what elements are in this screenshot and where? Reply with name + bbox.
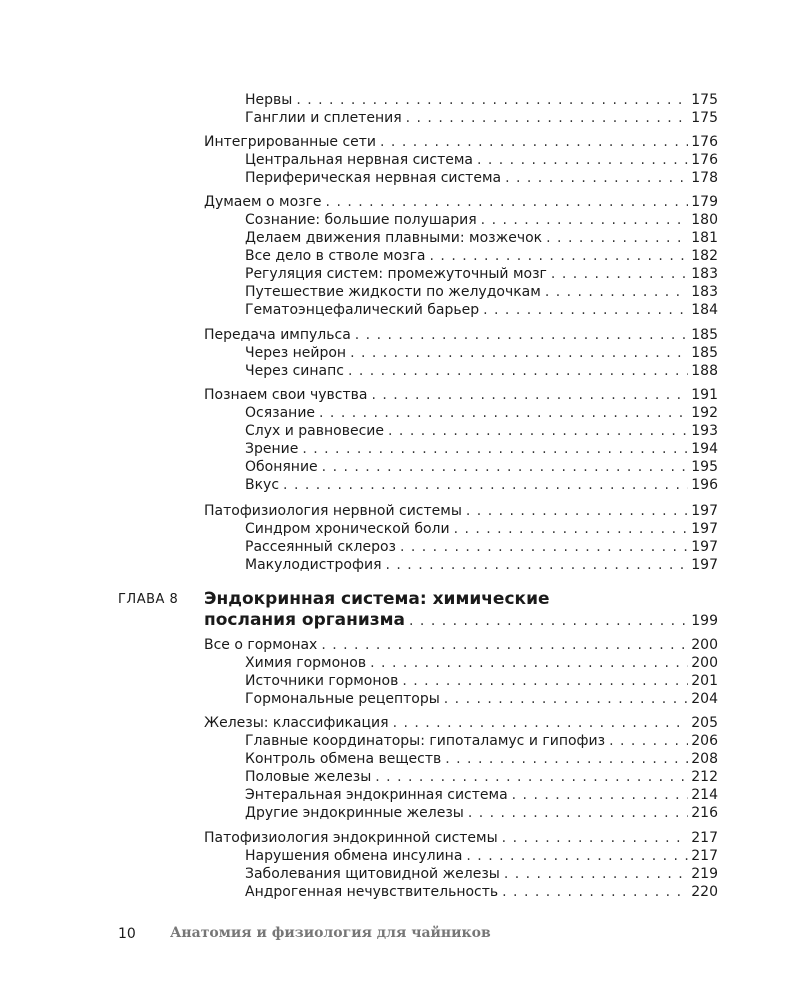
toc-subsection-entry [245,768,718,786]
entry-title: Нарушения обмена инсулина [245,848,463,864]
toc-subsection-entry [245,786,718,804]
entry-title: Передача импульса [204,327,351,343]
toc-subsection-entry [245,247,718,265]
leader-dots [551,265,688,283]
leader-dots [350,344,688,362]
entry-title: Через синапс [245,363,344,379]
leader-dots [380,133,688,151]
entry-page: 197 [691,521,718,537]
leader-dots [505,169,688,187]
leader-dots [400,538,688,556]
entry-title: Вкус [245,477,280,493]
entry-page: 200 [691,655,718,671]
entry-title: Думаем о мозге [204,194,322,210]
entry-page: 175 [691,92,718,108]
entry-title: Контроль обмена веществ [245,751,442,767]
entry-page: 185 [691,345,718,361]
entry-title: Интегрированные сети [204,134,377,150]
entry-page: 188 [691,363,718,379]
entry-title: Патофизиология нервной системы [204,503,462,519]
entry-page: 175 [691,110,718,126]
entry-page: 200 [691,637,718,653]
leader-dots [409,613,688,629]
toc-subsection-entry [245,804,718,822]
toc-subsection-entry [245,847,718,865]
leader-dots [348,362,688,380]
toc-subsection-entry [245,440,718,458]
toc-subsection-entry [245,362,718,380]
leader-dots [393,714,689,732]
entry-page: 179 [691,194,718,210]
footer-book-title: Анатомия и физиология для чайников [170,925,491,941]
toc-section-entry [204,636,718,654]
entry-title: Рассеянный склероз [245,539,396,555]
leader-dots [322,458,689,476]
toc-subsection-entry [245,211,718,229]
leader-dots [477,151,688,169]
toc-subsection-entry [245,109,718,127]
entry-title: Химия гормонов [245,655,367,671]
entry-title: Нервы [245,92,293,108]
chapter-title-line2: послания организма [204,610,406,630]
entry-page: 220 [691,884,718,900]
entry-page: 176 [691,152,718,168]
chapter-page: 199 [691,613,718,629]
entry-title: Железы: классификация [204,715,389,731]
chapter-label: ГЛАВА 8 [118,592,179,607]
toc-section-entry [204,714,718,732]
leader-dots [454,520,689,538]
entry-page: 194 [691,441,718,457]
toc-section-entry [204,502,718,520]
toc-subsection-entry [245,344,718,362]
leader-dots [481,211,689,229]
toc-subsection-entry [245,151,718,169]
leader-dots [326,193,689,211]
entry-title: Регуляция систем: промежуточный мозг [245,266,547,282]
entry-page: 204 [691,691,718,707]
entry-title: Осязание [245,405,316,421]
toc-subsection-entry [245,654,718,672]
entry-page: 183 [691,266,718,282]
leader-dots [302,440,688,458]
entry-title: Главные координаторы: гипоталамус и гипофиз [245,733,606,749]
toc-subsection-entry [245,690,718,708]
entry-title: Обоняние [245,459,318,475]
toc-subsection-entry [245,672,718,690]
leader-dots [502,883,688,901]
entry-page: 183 [691,284,718,300]
entry-page: 185 [691,327,718,343]
toc-subsection-entry [245,458,718,476]
entry-title: Слух и равновесие [245,423,385,439]
entry-page: 184 [691,302,718,318]
leader-dots [483,301,688,319]
entry-page: 208 [691,751,718,767]
leader-dots [406,109,689,127]
entry-page: 191 [691,387,718,403]
leader-dots [502,829,689,847]
entry-page: 205 [691,715,718,731]
entry-title: Андрогенная нечувствительность [245,884,499,900]
leader-dots [296,91,688,109]
toc-subsection-entry [245,556,718,574]
toc-section-entry [204,829,718,847]
entry-page: 216 [691,805,718,821]
leader-dots [512,786,689,804]
entry-page: 212 [691,769,718,785]
leader-dots [468,804,688,822]
leader-dots [609,732,688,750]
entry-page: 197 [691,557,718,573]
entry-title: Гематоэнцефалический барьер [245,302,480,318]
entry-page: 181 [691,230,718,246]
entry-page: 219 [691,866,718,882]
leader-dots [402,672,688,690]
chapter-title-row [204,610,718,630]
entry-title: Другие эндокринные железы [245,805,464,821]
leader-dots [430,247,689,265]
entry-title: Заболевания щитовидной железы [245,866,500,882]
entry-page: 195 [691,459,718,475]
leader-dots [371,386,688,404]
toc-section-entry [204,193,718,211]
entry-title: Через нейрон [245,345,347,361]
leader-dots [504,865,688,883]
entry-page: 197 [691,539,718,555]
leader-dots [283,476,688,494]
leader-dots [445,750,688,768]
footer-page-number: 10 [118,926,136,942]
entry-title: Путешествие жидкости по желудочкам [245,284,541,300]
entry-page: 214 [691,787,718,803]
toc-subsection-entry [245,229,718,247]
toc-subsection-entry [245,169,718,187]
leader-dots [546,229,688,247]
entry-title: Периферическая нервная система [245,170,502,186]
entry-title: Макулодистрофия [245,557,382,573]
toc-section-entry [204,133,718,151]
entry-page: 197 [691,503,718,519]
toc-subsection-entry [245,538,718,556]
toc-subsection-entry [245,750,718,768]
toc-subsection-entry [245,732,718,750]
leader-dots [545,283,688,301]
entry-title: Гормональные рецепторы [245,691,440,707]
entry-page: 201 [691,673,718,689]
leader-dots [466,847,688,865]
entry-title: Источники гормонов [245,673,399,689]
entry-title: Синдром хронической боли [245,521,450,537]
leader-dots [444,690,688,708]
leader-dots [321,636,688,654]
entry-title: Все о гормонах [204,637,318,653]
entry-title: Патофизиология эндокринной системы [204,830,498,846]
entry-title: Энтеральная эндокринная система [245,787,508,803]
entry-title: Зрение [245,441,299,457]
toc-subsection-entry [245,404,718,422]
entry-page: 178 [691,170,718,186]
entry-page: 180 [691,212,718,228]
leader-dots [466,502,688,520]
entry-page: 182 [691,248,718,264]
entry-page: 217 [691,848,718,864]
toc-subsection-entry [245,265,718,283]
entry-title: Делаем движения плавными: мозжечок [245,230,543,246]
toc-subsection-entry [245,283,718,301]
toc-subsection-entry [245,422,718,440]
leader-dots [386,556,689,574]
entry-title: Половые железы [245,769,372,785]
toc-section-entry [204,326,718,344]
leader-dots [355,326,688,344]
toc-subsection-entry [245,520,718,538]
toc-subsection-entry [245,301,718,319]
entry-title: Центральная нервная система [245,152,473,168]
leader-dots [319,404,688,422]
toc-subsection-entry [245,476,718,494]
toc-section-entry [204,386,718,404]
entry-page: 217 [691,830,718,846]
entry-page: 193 [691,423,718,439]
entry-page: 176 [691,134,718,150]
leader-dots [388,422,688,440]
entry-title: Ганглии и сплетения [245,110,402,126]
leader-dots [375,768,688,786]
entry-title: Познаем свои чувства [204,387,368,403]
entry-page: 196 [691,477,718,493]
toc-subsection-entry [245,865,718,883]
entry-page: 192 [691,405,718,421]
chapter-title-line1: Эндокринная система: химические [204,589,550,609]
entry-page: 206 [691,733,718,749]
toc-subsection-entry [245,883,718,901]
toc-subsection-entry [245,91,718,109]
leader-dots [370,654,688,672]
entry-title: Все дело в стволе мозга [245,248,426,264]
entry-title: Сознание: большие полушария [245,212,477,228]
